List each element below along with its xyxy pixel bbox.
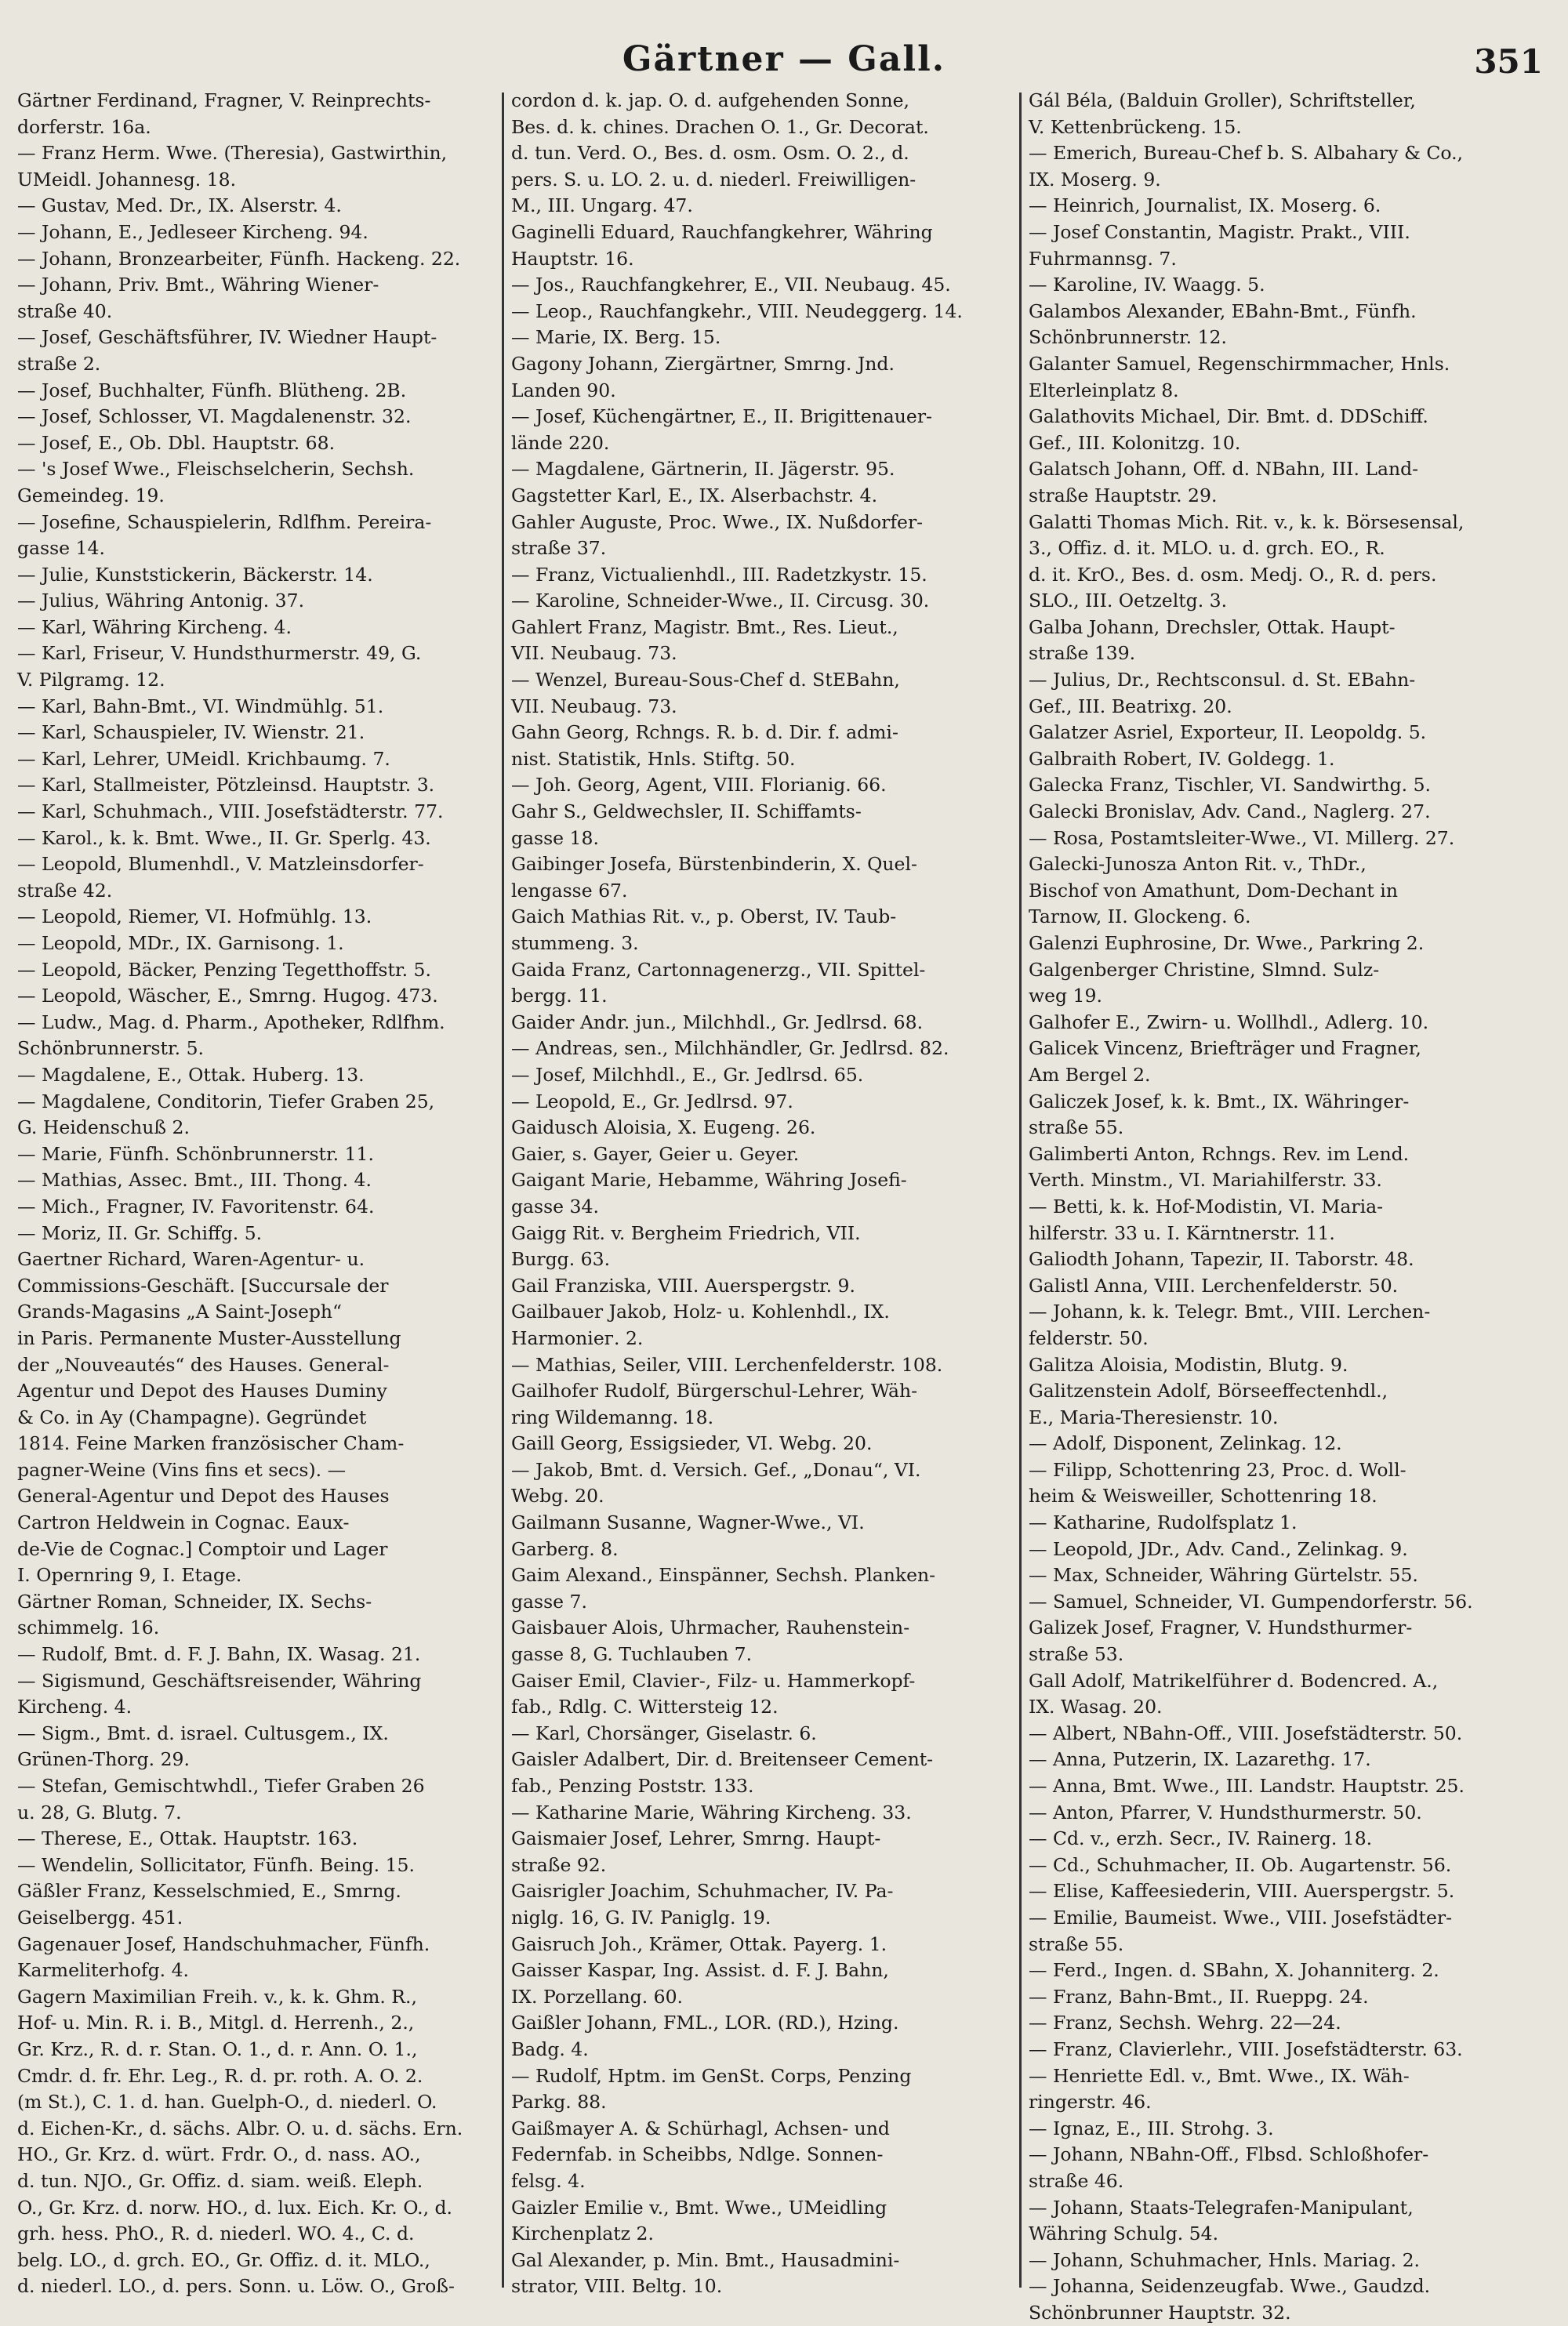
directory-line: V. Pilgramg. 12. bbox=[17, 669, 165, 691]
directory-line: belg. LO., d. grch. EO., Gr. Offiz. d. it. MLO., bbox=[17, 2248, 430, 2271]
directory-line: ring Wildemanng. 18. bbox=[511, 1406, 714, 1428]
directory-line: Galecki-Junosza Anton Rit. v., ThDr., bbox=[1029, 853, 1367, 876]
directory-line: SLO., III. Oetzeltg. 3. bbox=[1029, 590, 1228, 612]
directory-line: — Rudolf, Hptm. im GenSt. Corps, Penzing bbox=[511, 2064, 912, 2087]
directory-line: der „Nouveautés“ des Hauses. General- bbox=[17, 1353, 390, 1376]
directory-line: — Johann, E., Jedleseer Kircheng. 94. bbox=[17, 220, 368, 243]
directory-line: — Anna, Bmt. Wwe., III. Landstr. Hauptstr. 25. bbox=[1029, 1775, 1465, 1797]
directory-line: Gagern Maximilian Freih. v., k. k. Ghm. R., bbox=[17, 1985, 417, 2008]
directory-line: schimmelg. 16. bbox=[17, 1617, 160, 1639]
directory-line: — Anton, Pfarrer, V. Hundsthurmerstr. 50. bbox=[1029, 1801, 1422, 1823]
directory-line: — Mathias, Assec. Bmt., III. Thong. 4. bbox=[17, 1169, 372, 1192]
directory-line: Schönbrunnerstr. 12. bbox=[1029, 326, 1227, 349]
directory-line: — Johann, Bronzearbeiter, Fünfh. Hackeng. 22. bbox=[17, 247, 461, 270]
directory-line: — Leopold, Bäcker, Penzing Tegetthoffstr. 5. bbox=[17, 958, 431, 981]
directory-line: — Karoline, IV. Waagg. 5. bbox=[1029, 274, 1265, 296]
directory-line: fab., Rdlg. C. Wittersteig 12. bbox=[511, 1696, 779, 1718]
directory-line: Galizek Josef, Fragner, V. Hundsthurmer- bbox=[1029, 1617, 1413, 1639]
directory-line: — Wenzel, Bureau-Sous-Chef d. StEBahn, bbox=[511, 669, 900, 691]
directory-line: (m St.), C. 1. d. han. Guelph-O., d. niederl. O. bbox=[17, 2091, 437, 2114]
directory-line: Bischof von Amathunt, Dom-Dechant in bbox=[1029, 879, 1398, 902]
directory-line: Gahler Auguste, Proc. Wwe., IX. Nußdorfer- bbox=[511, 510, 924, 533]
directory-line: Kirchenplatz 2. bbox=[511, 2223, 654, 2245]
directory-line: — Andreas, sen., Milchhändler, Gr. Jedlrsd. 82. bbox=[511, 1037, 949, 1060]
directory-line: — Emerich, Bureau-Chef b. S. Albahary & Co., bbox=[1029, 142, 1464, 165]
directory-line: — Samuel, Schneider, VI. Gumpendorferstr. 56. bbox=[1029, 1590, 1473, 1613]
directory-line: Karmeliterhofg. 4. bbox=[17, 1959, 189, 1982]
directory-line: Burgg. 63. bbox=[511, 1248, 611, 1271]
directory-line: Gaim Alexand., Einspänner, Sechsh. Planken- bbox=[511, 1564, 936, 1587]
directory-line: Harmoniег. 2. bbox=[511, 1326, 644, 1349]
directory-line: — Stefan, Gemischtwhdl., Tiefer Graben 26 bbox=[17, 1775, 425, 1797]
directory-line: Am Bergel 2. bbox=[1029, 1063, 1151, 1086]
directory-line: G. Heidenschuß 2. bbox=[17, 1116, 190, 1139]
directory-line: Gaginelli Eduard, Rauchfangkehrer, Währing bbox=[511, 220, 933, 243]
directory-line: lände 220. bbox=[511, 431, 610, 454]
directory-line: Agentur und Depot des Hauses Duminy bbox=[17, 1380, 387, 1402]
directory-line: Gaich Mathias Rit. v., p. Oberst, IV. Taub- bbox=[511, 905, 897, 928]
directory-line: Gef., III. Kolonitzg. 10. bbox=[1029, 431, 1241, 454]
directory-line: d. Eichen-Kr., d. sächs. Albr. O. u. d. sächs. Ern. bbox=[17, 2117, 463, 2139]
directory-line: Gaisrigler Joachim, Schuhmacher, IV. Pa- bbox=[511, 1880, 894, 1903]
directory-line: — Anna, Putzerin, IX. Lazarethg. 17. bbox=[1029, 1748, 1371, 1771]
directory-line: — Ludw., Mag. d. Pharm., Apotheker, Rdlfhm. bbox=[17, 1011, 445, 1033]
directory-line: — Emilie, Baumeist. Wwe., VIII. Josefstädter- bbox=[1029, 1906, 1453, 1929]
directory-line: Galatzer Asriel, Exporteur, II. Leopoldg. 5. bbox=[1029, 721, 1427, 744]
directory-line: — Karol., k. k. Bmt. Wwe., II. Gr. Sperlg. 43. bbox=[17, 826, 431, 849]
directory-line: — Therese, E., Ottak. Hauptstr. 163. bbox=[17, 1827, 358, 1850]
directory-line: Gemeindeg. 19. bbox=[17, 484, 165, 506]
directory-line: — Johann, NBahn-Off., Flbsd. Schloßhofer- bbox=[1029, 2143, 1429, 2166]
directory-line: gasse 7. bbox=[511, 1590, 587, 1613]
directory-line: Geiselbergg. 451. bbox=[17, 1906, 183, 1929]
directory-line: straße 55. bbox=[1029, 1932, 1124, 1955]
directory-line: — Magdalene, Gärtnerin, II. Jägerstr. 95. bbox=[511, 458, 895, 481]
directory-line: — Johann, Staats-Telegrafen-Manipulant, bbox=[1029, 2196, 1414, 2219]
directory-line: Gaibinger Josefa, Bürstenbinderin, X. Quel- bbox=[511, 853, 917, 876]
directory-line: — Karl, Währing Kircheng. 4. bbox=[17, 615, 292, 638]
directory-line: — Johann, Schuhmacher, Hnls. Mariag. 2. bbox=[1029, 2248, 1421, 2271]
directory-line: Galanter Samuel, Regenschirmmacher, Hnls. bbox=[1029, 352, 1450, 375]
directory-line: — Julie, Kunststickerin, Bäckerstr. 14. bbox=[17, 563, 373, 586]
directory-line: Commissions-Geschäft. [Succursale der bbox=[17, 1274, 389, 1297]
directory-line: hilferstr. 33 u. I. Kärntnerstr. 11. bbox=[1029, 1221, 1335, 1244]
directory-line: Gál Béla, (Balduin Groller), Schriftsteller, bbox=[1029, 89, 1416, 111]
directory-line: cordon d. k. jap. O. d. aufgehenden Sonne, bbox=[511, 89, 910, 111]
directory-line: Gärtner Ferdinand, Fragner, V. Reinprechts- bbox=[17, 89, 431, 111]
directory-line: Gaißler Johann, FML., LOR. (RD.), Hzing. bbox=[511, 2012, 899, 2034]
directory-line: Gaier, s. Gayer, Geier u. Geyer. bbox=[511, 1142, 800, 1165]
directory-line: — Karl, Bahn-Bmt., VI. Windmühlg. 51. bbox=[17, 695, 384, 717]
directory-line: Gaisser Kaspar, Ing. Assist. d. F. J. Bahn, bbox=[511, 1959, 889, 1982]
directory-line: M., III. Ungarg. 47. bbox=[511, 194, 693, 217]
directory-line: — Josef, E., Ob. Dbl. Hauptstr. 68. bbox=[17, 431, 336, 454]
directory-line: Kircheng. 4. bbox=[17, 1696, 132, 1718]
directory-line: — Ferd., Ingen. d. SBahn, X. Johanniterg. 2. bbox=[1029, 1959, 1439, 1982]
directory-line: Galimberti Anton, Rchngs. Rev. im Lend. bbox=[1029, 1142, 1410, 1165]
directory-line: Grünen-Thorg. 29. bbox=[17, 1748, 190, 1771]
directory-line: — Albert, NBahn-Off., VIII. Josefstädterstr. 50. bbox=[1029, 1722, 1463, 1744]
directory-line: — Rosa, Postamtsleiter-Wwe., VI. Millerg. 27. bbox=[1029, 826, 1455, 849]
directory-line: gasse 34. bbox=[511, 1195, 599, 1217]
directory-line: Hof- u. Min. R. i. B., Mitgl. d. Herrenh., 2., bbox=[17, 2012, 415, 2034]
directory-line: — Josef, Küchengärtner, E., II. Brigittenauer- bbox=[511, 405, 932, 428]
directory-line: — Katharine Marie, Währing Kircheng. 33. bbox=[511, 1801, 912, 1823]
directory-line: — Joh. Georg, Agent, VIII. Florianig. 66. bbox=[511, 774, 887, 797]
directory-line: — Mich., Fragner, IV. Favoritenstr. 64. bbox=[17, 1195, 375, 1217]
directory-line: Galiodth Johann, Tapezir, II. Taborstr. 48. bbox=[1029, 1248, 1414, 1271]
directory-line: Galhofer E., Zwirn- u. Wollhdl., Adlerg. 10. bbox=[1029, 1011, 1429, 1033]
directory-line: — Mathias, Seiler, VIII. Lerchenfelderstr. 108. bbox=[511, 1353, 943, 1376]
directory-line: Galitza Aloisia, Modistin, Blutg. 9. bbox=[1029, 1353, 1348, 1376]
directory-line: Gal Alexander, p. Min. Bmt., Hausadmini- bbox=[511, 2248, 900, 2271]
directory-line: Galiczek Josef, k. k. Bmt., IX. Währinger- bbox=[1029, 1090, 1410, 1112]
directory-line: — Karl, Friseur, V. Hundsthurmerstr. 49, G. bbox=[17, 642, 422, 665]
directory-line: straße 37. bbox=[511, 537, 607, 560]
directory-line: — Karl, Chorsänger, Giselastr. 6. bbox=[511, 1722, 817, 1744]
directory-line: Galecka Franz, Tischler, VI. Sandwirthg. 5. bbox=[1029, 774, 1431, 797]
directory-line: Gaider Andr. jun., Milchhdl., Gr. Jedlrsd. 68. bbox=[511, 1011, 924, 1033]
directory-line: gasse 14. bbox=[17, 537, 105, 560]
directory-line: — Karl, Lehrer, UMeidl. Krichbaumg. 7. bbox=[17, 747, 390, 770]
directory-line: V. Kettenbrückeng. 15. bbox=[1029, 115, 1242, 138]
directory-line: straße 139. bbox=[1029, 642, 1136, 665]
directory-line: Gailbauer Jakob, Holz- u. Kohlenhdl., IX. bbox=[511, 1301, 890, 1323]
directory-line: Gagstetter Karl, E., IX. Alserbachstr. 4. bbox=[511, 484, 878, 506]
directory-line: — Josefine, Schauspielerin, Rdlfhm. Pereira- bbox=[17, 510, 432, 533]
directory-line: Fuhrmannsg. 7. bbox=[1029, 247, 1177, 270]
directory-line: I. Opernring 9, I. Etage. bbox=[17, 1564, 242, 1587]
directory-line: — Johann, Priv. Bmt., Währing Wiener- bbox=[17, 274, 379, 296]
directory-line: Grands-Magasins „A Saint-Joseph“ bbox=[17, 1301, 343, 1323]
directory-line: Gailhofer Rudolf, Bürgerschul-Lehrer, Wäh- bbox=[511, 1380, 918, 1402]
directory-line: — Elise, Kaffeesiederin, VIII. Auerspergstr. 5. bbox=[1029, 1880, 1455, 1903]
directory-line: — Magdalene, E., Ottak. Huberg. 13. bbox=[17, 1063, 365, 1086]
directory-line: Gaißmayer A. & Schürhagl, Achsen- und bbox=[511, 2117, 890, 2139]
directory-line: HO., Gr. Krz. d. würt. Frdr. O., d. nass. AO., bbox=[17, 2143, 421, 2166]
directory-line: Gagony Johann, Ziergärtner, Smrng. Jnd. bbox=[511, 352, 895, 375]
directory-line: — Rudolf, Bmt. d. F. J. Bahn, IX. Wasag. 21. bbox=[17, 1643, 421, 1666]
directory-line: Währing Schulg. 54. bbox=[1029, 2223, 1219, 2245]
directory-line: — Leopold, JDr., Adv. Cand., Zelinkag. 9. bbox=[1029, 1537, 1408, 1560]
directory-line: — Leop., Rauchfangkehr., VIII. Neudeggerg. 14. bbox=[511, 299, 963, 322]
directory-line: — Henriette Edl. v., Bmt. Wwe., IX. Wäh- bbox=[1029, 2064, 1410, 2087]
directory-line: Badg. 4. bbox=[511, 2038, 589, 2060]
directory-line: & Co. in Ay (Champagne). Gegründet bbox=[17, 1406, 367, 1428]
directory-line: d. tun. NJO., Gr. Offiz. d. siam. weiß. Eleph. bbox=[17, 2169, 423, 2192]
directory-line: — Karl, Schuhmach., VIII. Josefstädterstr. 77. bbox=[17, 800, 444, 823]
directory-line: — Johann, k. k. Telegr. Bmt., VIII. Lerchen- bbox=[1029, 1301, 1431, 1323]
directory-line: pagner-Weine (Vins fins et secs). — bbox=[17, 1458, 347, 1481]
directory-line: — Julius, Dr., Rechtsconsul. d. St. EBahn- bbox=[1029, 669, 1416, 691]
directory-line: General-Agentur und Depot des Hauses bbox=[17, 1485, 390, 1508]
directory-line: — Franz, Clavierlehr., VIII. Josefstädterstr. 63. bbox=[1029, 2038, 1463, 2060]
directory-line: — Franz Herm. Wwe. (Theresia), Gastwirthin, bbox=[17, 142, 448, 165]
directory-line: — Cd., Schuhmacher, II. Ob. Augartenstr. 56. bbox=[1029, 1853, 1452, 1876]
directory-line: IX. Moserg. 9. bbox=[1029, 168, 1161, 191]
directory-line: — Josef, Milchhdl., E., Gr. Jedlrsd. 65. bbox=[511, 1063, 864, 1086]
directory-line: — Franz, Bahn-Bmt., II. Rueppg. 24. bbox=[1029, 1985, 1369, 2008]
directory-line: Gahlert Franz, Magistr. Bmt., Res. Lieut., bbox=[511, 615, 898, 638]
directory-line: Galgenberger Christine, Slmnd. Sulz- bbox=[1029, 958, 1380, 981]
directory-line: Galbraith Robert, IV. Goldegg. 1. bbox=[1029, 747, 1335, 770]
directory-line: Webg. 20. bbox=[511, 1485, 604, 1508]
directory-line: — Leopold, Riemer, VI. Hofmühlg. 13. bbox=[17, 905, 372, 928]
column-right bbox=[1029, 88, 1515, 2324]
directory-line: Hauptstr. 16. bbox=[511, 247, 634, 270]
directory-line: — Johanna, Seidenzeugfab. Wwe., Gaudzd. bbox=[1029, 2275, 1431, 2298]
directory-line: gasse 8, G. Tuchlauben 7. bbox=[511, 1643, 753, 1666]
directory-line: — 's Josef Wwe., Fleischselcherin, Sechsh. bbox=[17, 458, 415, 481]
directory-line: pers. S. u. LO. 2. u. d. niederl. Freiwilligen- bbox=[511, 168, 916, 191]
directory-line: — Karoline, Schneider-Wwe., II. Circusg. 30. bbox=[511, 590, 930, 612]
directory-line: Galenzi Euphrosine, Dr. Wwe., Parkring 2. bbox=[1029, 932, 1425, 954]
directory-line: dorferstr. 16a. bbox=[17, 115, 151, 138]
directory-line: Galba Johann, Drechsler, Ottak. Haupt- bbox=[1029, 615, 1396, 638]
directory-line: VII. Neubaug. 73. bbox=[511, 642, 677, 665]
directory-line: nist. Statistik, Hnls. Stiftg. 50. bbox=[511, 747, 796, 770]
directory-line: Galatti Thomas Mich. Rit. v., k. k. Börsesensal, bbox=[1029, 510, 1465, 533]
directory-line: Galecki Bronislav, Adv. Cand., Naglerg. 27. bbox=[1029, 800, 1431, 823]
directory-line: Gärtner Roman, Schneider, IX. Sechs- bbox=[17, 1590, 372, 1613]
directory-line: Gr. Krz., R. d. r. Stan. O. 1., d. r. Ann. O. 1., bbox=[17, 2038, 418, 2060]
directory-line: niglg. 16, G. IV. Paniglg. 19. bbox=[511, 1906, 771, 1929]
directory-line: grh. hess. PhO., R. d. niederl. WO. 4., C. d. bbox=[17, 2223, 415, 2245]
directory-line: Parkg. 88. bbox=[511, 2091, 607, 2114]
directory-line: d. tun. Verd. O., Bes. d. osm. Osm. O. 2., d. bbox=[511, 142, 909, 165]
directory-line: IX. Wasag. 20. bbox=[1029, 1696, 1163, 1718]
directory-line: — Karl, Stallmeister, Pötzleinsd. Hauptstr. 3. bbox=[17, 774, 435, 797]
directory-line: — Marie, IX. Berg. 15. bbox=[511, 326, 721, 349]
directory-line: straße 55. bbox=[1029, 1116, 1124, 1139]
directory-line: — Moriz, II. Gr. Schiffg. 5. bbox=[17, 1221, 263, 1244]
directory-line: u. 28, G. Blutg. 7. bbox=[17, 1801, 182, 1823]
directory-line: Galatsch Johann, Off. d. NBahn, III. Land- bbox=[1029, 458, 1419, 481]
directory-line: — Jakob, Bmt. d. Versich. Gef., „Donau“, VI. bbox=[511, 1458, 921, 1481]
directory-line: d. it. KrO., Bes. d. osm. Medj. O., R. d. pers. bbox=[1029, 563, 1437, 586]
directory-line: — Cd. v., erzh. Secr., IV. Rainerg. 18. bbox=[1029, 1827, 1373, 1850]
directory-line: Gagenauer Josef, Handschuhmacher, Fünfh. bbox=[17, 1932, 430, 1955]
directory-line: Schönbrunner Hauptstr. 32. bbox=[1029, 2301, 1291, 2324]
directory-line: lengasse 67. bbox=[511, 879, 628, 902]
directory-line: Gaill Georg, Essigsieder, VI. Webg. 20. bbox=[511, 1432, 873, 1455]
directory-line: — Max, Schneider, Währing Gürtelstr. 55. bbox=[1029, 1564, 1418, 1587]
directory-line: — Josef Constantin, Magistr. Prakt., VIII. bbox=[1029, 220, 1410, 243]
directory-line: — Sigismund, Geschäftsreisender, Währing bbox=[17, 1669, 422, 1692]
directory-line: Galathovits Michael, Dir. Bmt. d. DDSchiff. bbox=[1029, 405, 1428, 428]
directory-line: Landen 90. bbox=[511, 379, 616, 401]
directory-line: O., Gr. Krz. d. norw. HO., d. lux. Eich. Kr. O., d. bbox=[17, 2196, 453, 2219]
directory-line: Gaertner Richard, Waren-Agentur- u. bbox=[17, 1248, 365, 1271]
directory-line: Verth. Minstm., VI. Mariahilferstr. 33. bbox=[1029, 1169, 1382, 1192]
directory-line: — Adolf, Disponent, Zelinkag. 12. bbox=[1029, 1432, 1342, 1455]
directory-line: Gaismaier Josef, Lehrer, Smrng. Haupt- bbox=[511, 1827, 881, 1850]
directory-line: E., Maria-Theresienstr. 10. bbox=[1029, 1406, 1279, 1428]
directory-line: — Josef, Buchhalter, Fünfh. Blütheng. 2B. bbox=[17, 379, 407, 401]
directory-line: straße Hauptstr. 29. bbox=[1029, 484, 1218, 506]
directory-line: Schönbrunnerstr. 5. bbox=[17, 1037, 205, 1060]
directory-line: gasse 18. bbox=[511, 826, 599, 849]
directory-line: Gaizler Emilie v., Bmt. Wwe., UMeidling bbox=[511, 2196, 887, 2219]
directory-line: — Leopold, MDr., IX. Garnisong. 1. bbox=[17, 932, 344, 954]
directory-line: straße 42. bbox=[17, 879, 113, 902]
directory-line: UMeidl. Johannesg. 18. bbox=[17, 168, 237, 191]
directory-line: — Karl, Schauspieler, IV. Wienstr. 21. bbox=[17, 721, 365, 744]
directory-line: — Josef, Geschäftsführer, IV. Wiedner Haupt- bbox=[17, 326, 437, 349]
directory-line: VII. Neubaug. 73. bbox=[511, 695, 677, 717]
directory-line: — Ignaz, E., III. Strohg. 3. bbox=[1029, 2117, 1274, 2139]
directory-line: — Gustav, Med. Dr., IX. Alserstr. 4. bbox=[17, 194, 342, 217]
column-left bbox=[17, 88, 503, 2299]
directory-line: Cartron Heldwein in Cognac. Eaux- bbox=[17, 1511, 350, 1534]
column-divider bbox=[1019, 93, 1022, 2288]
directory-line: — Leopold, Blumenhdl., V. Matzleinsdorfer- bbox=[17, 853, 424, 876]
directory-line: Gaigant Marie, Hebamme, Währing Josefi- bbox=[511, 1169, 907, 1192]
directory-line: d. niederl. LO., d. pers. Sonn. u. Löw. O., Groß- bbox=[17, 2275, 455, 2298]
directory-line: Gäßler Franz, Kesselschmied, E., Smrng. bbox=[17, 1880, 401, 1903]
directory-line: 1814. Feine Marken französischer Cham- bbox=[17, 1432, 405, 1455]
column-middle bbox=[511, 88, 997, 2299]
directory-line: Galicek Vincenz, Briefträger und Fragner, bbox=[1029, 1037, 1421, 1060]
directory-line: ringerstr. 46. bbox=[1029, 2091, 1152, 2114]
directory-line: — Magdalene, Conditorin, Tiefer Graben 25, bbox=[17, 1090, 435, 1112]
directory-line: Gailmann Susanne, Wagner-Wwe., VI. bbox=[511, 1511, 865, 1534]
directory-line: de-Vie de Cognac.] Comptoir und Lager bbox=[17, 1537, 388, 1560]
directory-line: Galitzenstein Adolf, Börseeffectenhdl., bbox=[1029, 1380, 1388, 1402]
directory-line: Gahn Georg, Rchngs. R. b. d. Dir. f. admi- bbox=[511, 721, 898, 744]
page-header-title: Gärtner — Gall. bbox=[622, 39, 946, 79]
directory-line: — Josef, Schlosser, VI. Magdalenenstr. 32. bbox=[17, 405, 412, 428]
directory-line: Galambos Alexander, EBahn-Bmt., Fünfh. bbox=[1029, 299, 1417, 322]
directory-line: felderstr. 50. bbox=[1029, 1326, 1149, 1349]
directory-line: Federnfab. in Scheibbs, Ndlge. Sonnen- bbox=[511, 2143, 884, 2166]
directory-line: Galistl Anna, VIII. Lerchenfelderstr. 50. bbox=[1029, 1274, 1399, 1297]
directory-line: — Filipp, Schottenring 23, Proc. d. Woll- bbox=[1029, 1458, 1406, 1481]
directory-line: stummeng. 3. bbox=[511, 932, 639, 954]
directory-line: Gall Adolf, Matrikelführer d. Bodencred. A., bbox=[1029, 1669, 1439, 1692]
directory-line: — Wendelin, Sollicitator, Fünfh. Being. 15. bbox=[17, 1853, 415, 1876]
directory-line: Gaiser Emil, Clavier-, Filz- u. Hammerkopf- bbox=[511, 1669, 916, 1692]
directory-line: — Franz, Victualienhdl., III. Radetzkystr. 15. bbox=[511, 563, 927, 586]
directory-line: in Paris. Permanente Muster-Ausstellung bbox=[17, 1326, 401, 1349]
directory-line: — Betti, k. k. Hof-Modistin, VI. Maria- bbox=[1029, 1195, 1384, 1217]
directory-line: straße 40. bbox=[17, 299, 113, 322]
directory-line: Gef., III. Beatrixg. 20. bbox=[1029, 695, 1232, 717]
directory-line: bergg. 11. bbox=[511, 985, 608, 1007]
directory-line: Gail Franziska, VIII. Auerspergstr. 9. bbox=[511, 1274, 855, 1297]
directory-line: Bes. d. k. chines. Drachen O. 1., Gr. Decorat. bbox=[511, 115, 929, 138]
directory-line: — Leopold, E., Gr. Jedlrsd. 97. bbox=[511, 1090, 793, 1112]
directory-line: — Sigm., Bmt. d. israel. Cultusgem., IX. bbox=[17, 1722, 389, 1744]
directory-line: Gahr S., Geldwechsler, II. Schiffamts- bbox=[511, 800, 862, 823]
directory-line: Gaigg Rit. v. Bergheim Friedrich, VII. bbox=[511, 1221, 861, 1244]
directory-line: Elterleinplatz 8. bbox=[1029, 379, 1179, 401]
directory-line: Garberg. 8. bbox=[511, 1537, 619, 1560]
directory-line: straße 92. bbox=[511, 1853, 607, 1876]
directory-line: straße 53. bbox=[1029, 1643, 1124, 1666]
directory-line: straße 46. bbox=[1029, 2169, 1124, 2192]
directory-line: Gaidusch Aloisia, X. Eugeng. 26. bbox=[511, 1116, 816, 1139]
directory-line: Cmdr. d. fr. Ehr. Leg., R. d. pr. roth. A. O. 2. bbox=[17, 2064, 423, 2087]
directory-line: felsg. 4. bbox=[511, 2169, 586, 2192]
directory-line: heim & Weisweiller, Schottenring 18. bbox=[1029, 1485, 1377, 1508]
directory-line: 3., Offiz. d. it. MLO. u. d. grch. EO., R. bbox=[1029, 537, 1385, 560]
directory-line: fab., Penzing Poststr. 133. bbox=[511, 1775, 754, 1797]
directory-line: Gaisler Adalbert, Dir. d. Breitenseer Cement- bbox=[511, 1748, 934, 1771]
directory-line: Gaida Franz, Cartonnagenerzg., VII. Spittel- bbox=[511, 958, 926, 981]
directory-line: — Marie, Fünfh. Schönbrunnerstr. 11. bbox=[17, 1142, 374, 1165]
directory-line: — Heinrich, Journalist, IX. Moserg. 6. bbox=[1029, 194, 1381, 217]
directory-line: Tarnow, II. Glockeng. 6. bbox=[1029, 905, 1251, 928]
directory-line: straße 2. bbox=[17, 352, 101, 375]
directory-line: — Leopold, Wäscher, E., Smrng. Hugog. 473. bbox=[17, 985, 438, 1007]
directory-line: Gaisruch Joh., Krämer, Ottak. Payerg. 1. bbox=[511, 1932, 887, 1955]
directory-line: — Franz, Sechsh. Wehrg. 22—24. bbox=[1029, 2012, 1341, 2034]
directory-line: — Julius, Währing Antonig. 37. bbox=[17, 590, 305, 612]
directory-line: Gaisbauer Alois, Uhrmacher, Rauhenstein- bbox=[511, 1617, 910, 1639]
directory-line: — Jos., Rauchfangkehrer, E., VII. Neubaug. 45. bbox=[511, 274, 951, 296]
directory-line: strator, VIII. Beltg. 10. bbox=[511, 2275, 723, 2298]
directory-line: — Katharine, Rudolfsplatz 1. bbox=[1029, 1511, 1298, 1534]
directory-line: weg 19. bbox=[1029, 985, 1102, 1007]
directory-line: IX. Porzellang. 60. bbox=[511, 1985, 684, 2008]
page-number: 351 bbox=[1474, 42, 1543, 81]
